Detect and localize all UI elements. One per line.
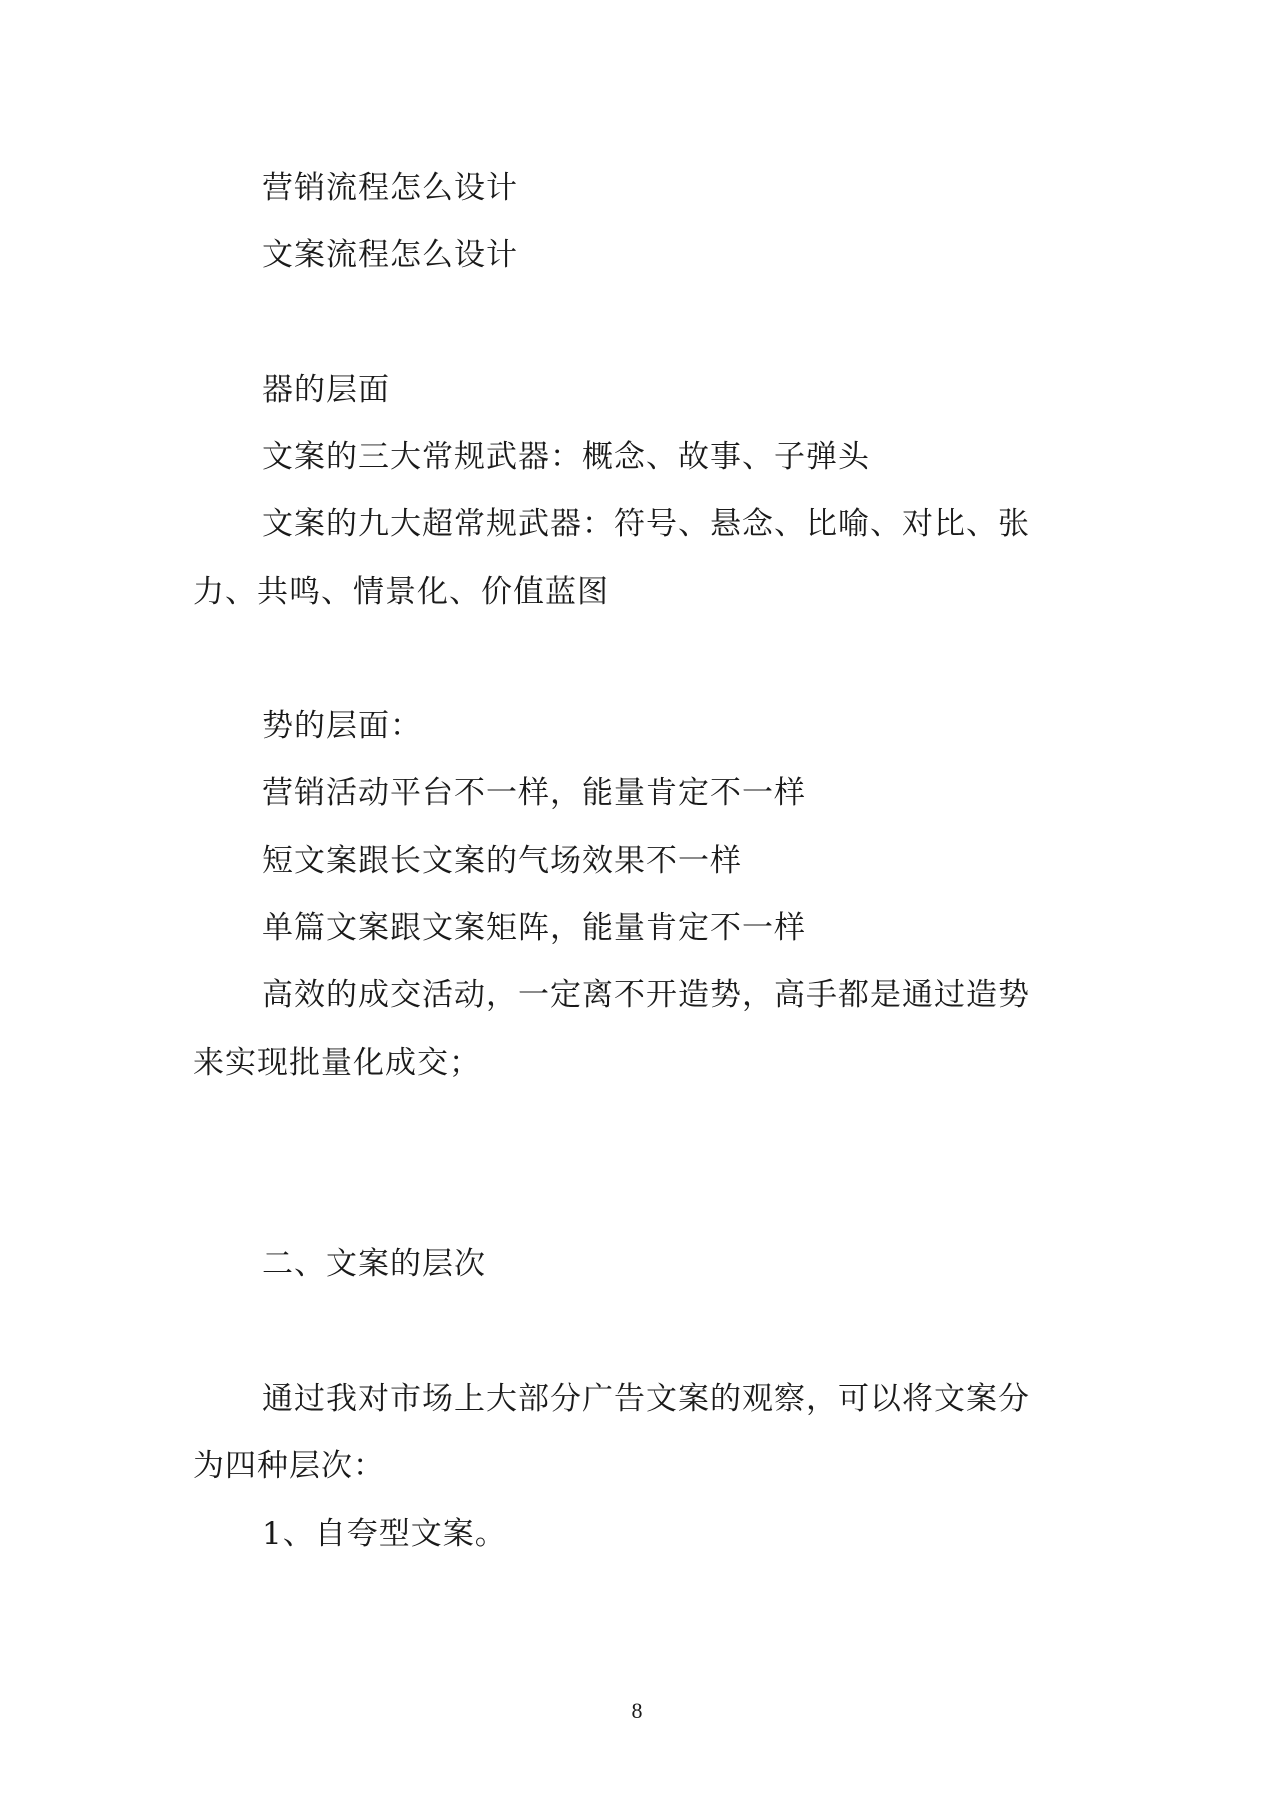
text-line: 营销活动平台不一样，能量肯定不一样 <box>262 775 806 811</box>
section-heading: 势的层面： <box>262 708 422 744</box>
list-item: 1、自夸型文案。 <box>262 1516 507 1552</box>
text-line: 通过我对市场上大部分广告文案的观察，可以将文案分 <box>262 1381 1030 1417</box>
text-line: 高效的成交活动，一定离不开造势，高手都是通过造势 <box>262 977 1030 1013</box>
text-line: 来实现批量化成交； <box>193 1045 481 1081</box>
text-line: 文案的九大超常规武器：符号、悬念、比喻、对比、张 <box>262 506 1030 542</box>
text-line: 短文案跟长文案的气场效果不一样 <box>262 843 742 879</box>
text-line: 文案流程怎么设计 <box>262 237 518 273</box>
text-line: 为四种层次： <box>193 1448 385 1484</box>
text-line: 单篇文案跟文案矩阵，能量肯定不一样 <box>262 910 806 946</box>
text-line: 文案的三大常规武器：概念、故事、子弹头 <box>262 439 870 475</box>
text-line: 营销流程怎么设计 <box>262 170 518 206</box>
text-line: 力、共鸣、情景化、价值蓝图 <box>193 574 609 610</box>
chapter-heading: 二、文案的层次 <box>262 1246 486 1282</box>
page-number: 8 <box>631 1698 643 1723</box>
section-heading: 器的层面 <box>262 372 390 408</box>
